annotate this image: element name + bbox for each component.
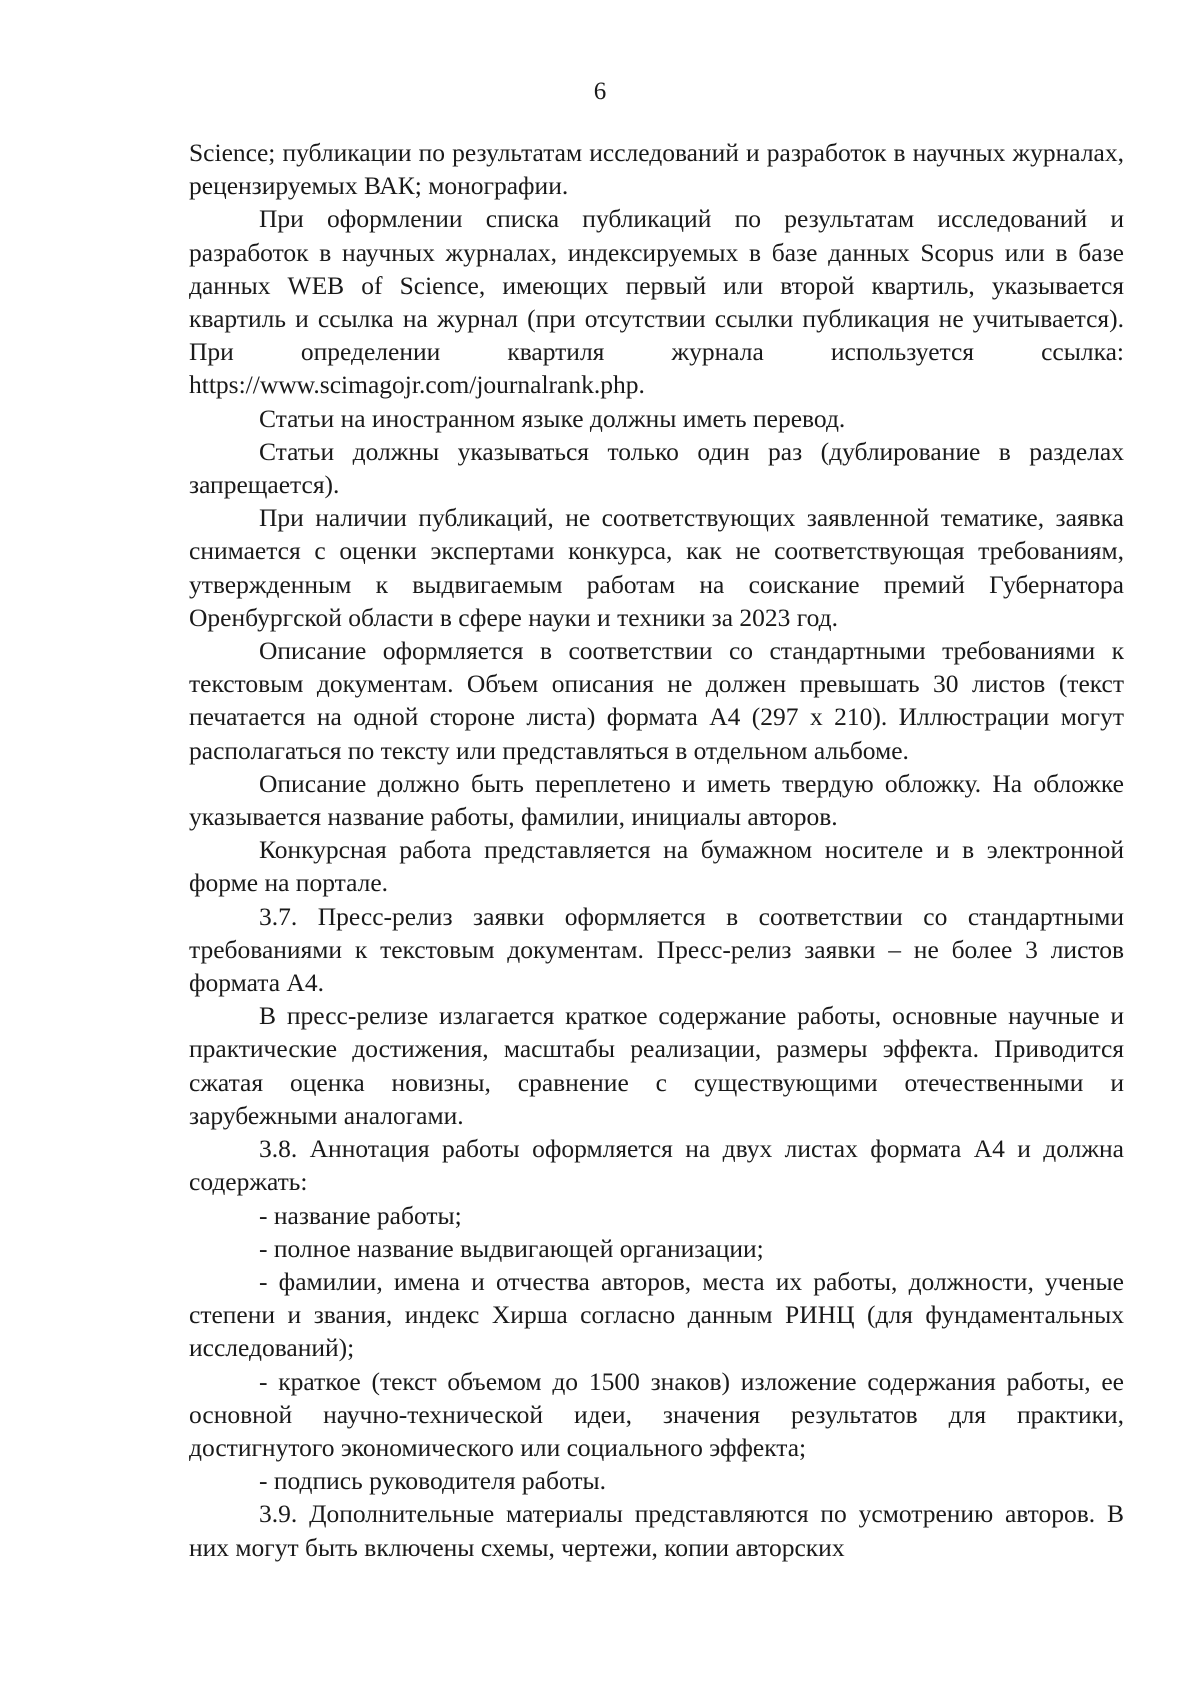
paragraph-no-duplication: Статьи должны указываться только один раз (дублирование в разделах запрещается). (189, 436, 1124, 500)
paragraph-annotation-3-8: 3.8. Аннотация работы оформляется на двух листах формата А4 и должна содержать: (189, 1134, 1124, 1197)
list-item-signature: - подпись руководителя работы. (259, 1466, 607, 1496)
list-item-work-title: - название работы; (259, 1200, 462, 1230)
paragraph-submission-form: Конкурсная работа представляется на бумажном носителе и в электронной форме на портале. (189, 835, 1124, 898)
paragraph-additional-materials-3-9: 3.9. Дополнительные материалы представляются по усмотрению авторов. В них могут быть включены схемы, чертежи, копии авторских (189, 1499, 1124, 1562)
paragraph-science-continuation: Science; публикации по результатам исследований и разработок в научных журналах, рецензируемых ВАК; монографии. (189, 138, 1124, 201)
page-body (189, 136, 1124, 1564)
paragraph-press-release-3-7: 3.7. Пресс-релиз заявки оформляется в соответствии со стандартными требованиями к текстовым документам. Пресс-релиз заявки – не более 3 листов формата А4. (189, 901, 1124, 998)
list-item-summary: - краткое (текст объемом до 1500 знаков) изложение содержания работы, ее основной научно-технической идеи, значения результатов для практики, достигнутого экономического или социального эффекта; (189, 1366, 1124, 1462)
paragraph-description-format: Описание оформляется в соответствии со стандартными требованиями к текстовым документам. Объем описания не должен превышать 30 листов (текст печатается на одной стороне листа) формата А4 (297 х 210). Иллюстрации могут располагаться по тексту или представляться в отдельном альбоме. (189, 636, 1124, 765)
page-number: 6 (593, 78, 607, 105)
paragraph-description-binding: Описание должно быть переплетено и иметь твердую обложку. На обложке указывается название работы, фамилии, инициалы авторов. (189, 768, 1124, 832)
paragraph-foreign-translation: Статьи на иностранном языке должны иметь перевод. (259, 403, 846, 433)
list-item-authors: - фамилии, имена и отчества авторов, места их работы, должности, ученые степени и звания, индекс Хирша согласно данным РИНЦ (для фундаментальных исследований); (189, 1266, 1124, 1363)
list-item-organization: - полное название выдвигающей организации; (259, 1233, 764, 1263)
paragraph-publications-list: При оформлении списка публикаций по результатам исследований и разработок в научных журналах, индексируемых в базе данных Scopus или в базе данных WEB of Science, имеющих первый или второй квартиль, указывается квартиль и ссылка на журнал (при отсутствии ссылки публикация не учитывается). При определении квартиля журнала используется ссылка: https://www.scimagojr.com/journalrank.php. (189, 204, 1124, 400)
paragraph-press-release-content: В пресс-релизе излагается краткое содержание работы, основные научные и практические достижения, масштабы реализации, размеры эффекта. Приводится сжатая оценка новизны, сравнение с существующими отечественными и зарубежными аналогами. (189, 1001, 1124, 1130)
paragraph-off-topic-publications: При наличии публикаций, не соответствующих заявленной тематике, заявка снимается с оценки экспертами конкурса, как не соответствующая требованиям, утвержденным к выдвигаемым работам на соискание премий Губернатора Оренбургской области в сфере науки и техники за 2023 год. (189, 503, 1124, 632)
